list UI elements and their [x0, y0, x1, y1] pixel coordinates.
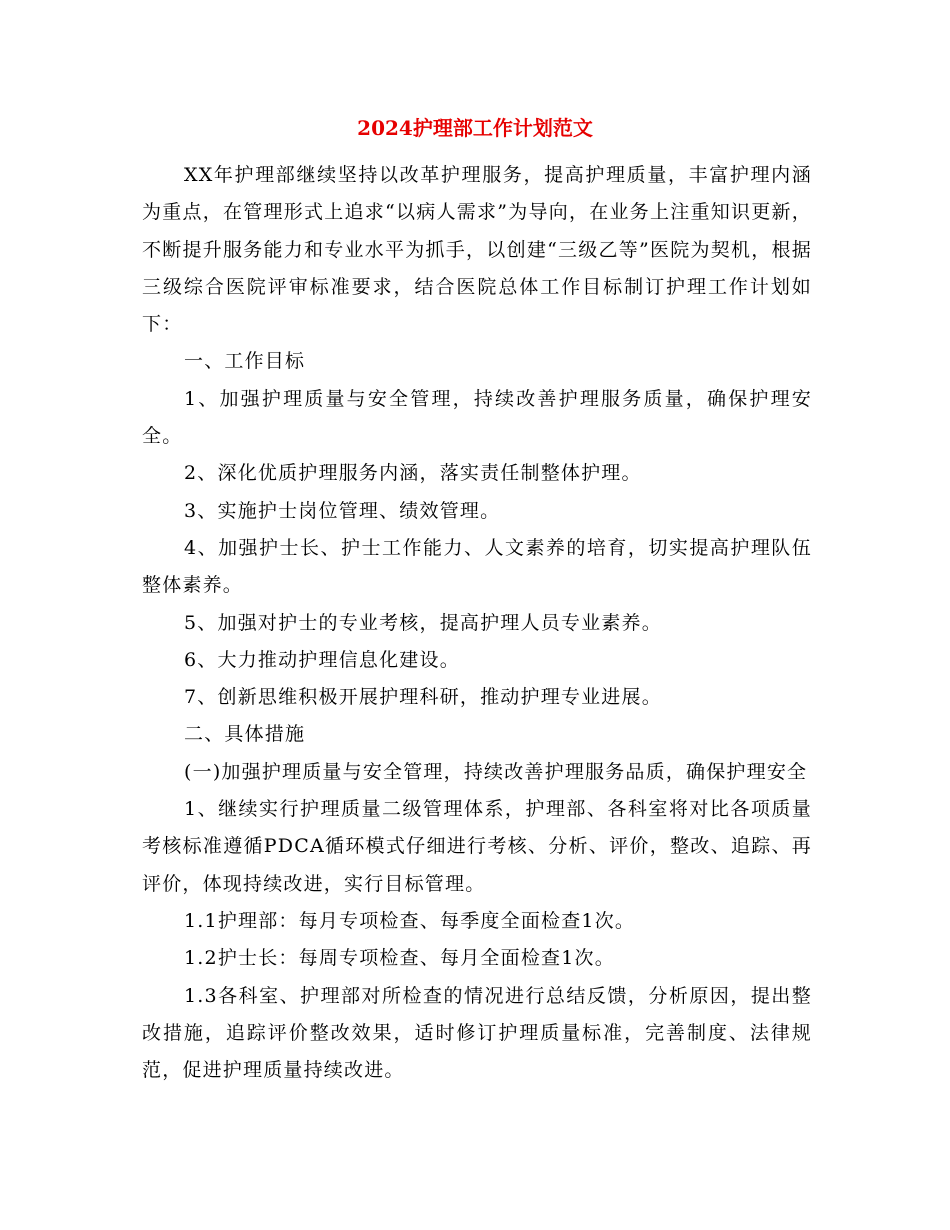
measure-item-1-2: 1.2护士长：每周专项检查、每月全面检查1次。 [184, 947, 615, 970]
paragraph-intro: XX年护理部继续坚持以改革护理服务，提高护理质量，丰富护理内涵为重点，在管理形式上追求“以病人需求”为导向，在业务上注重知识更新，不断提升服务能力和专业水平为抓手，以创建“三级乙等”医院为契机，根据三级综合医院评审标准要求，结合医院总体工作目标制订护理工作计划如下： [142, 164, 812, 336]
heading-work-goals: 一、工作目标 [184, 350, 306, 373]
goal-item-3: 3、实施护士岗位管理、绩效管理。 [184, 499, 501, 522]
goal-item-1: 1、加强护理质量与安全管理，持续改善护理服务质量，确保护理安全。 [142, 387, 812, 448]
measure-item-1: 1、继续实行护理质量二级管理体系，护理部、各科室将对比各项质量考核标准遵循PDCA循环模式仔细进行考核、分析、评价，整改、追踪、再评价，体现持续改进，实行目标管理。 [142, 798, 812, 895]
document-title: 2024护理部工作计划范文 [357, 116, 593, 140]
goal-item-2: 2、深化优质护理服务内涵，落实责任制整体护理。 [184, 462, 642, 485]
goal-item-5: 5、加强对护士的专业考核，提高护理人员专业素养。 [184, 611, 662, 634]
subheading-quality-safety: (一)加强护理质量与安全管理，持续改善护理服务品质，确保护理安全 [184, 760, 808, 783]
document-body [142, 157, 812, 1089]
heading-specific-measures: 二、具体措施 [184, 723, 306, 746]
goal-item-7: 7、创新思维积极开展护理科研，推动护理专业进展。 [184, 686, 662, 709]
goal-item-4: 4、加强护士长、护士工作能力、人文素养的培育，切实提高护理队伍整体素养。 [142, 536, 812, 597]
measure-item-1-3: 1.3各科室、护理部对所检查的情况进行总结反馈，分析原因，提出整改措施，追踪评价整改效果，适时修订护理质量标准，完善制度、法律规范，促进护理质量持续改进。 [142, 984, 812, 1082]
measure-item-1-1: 1.1护理部：每月专项检查、每季度全面检查1次。 [184, 909, 636, 932]
goal-item-6: 6、大力推动护理信息化建设。 [184, 648, 460, 671]
